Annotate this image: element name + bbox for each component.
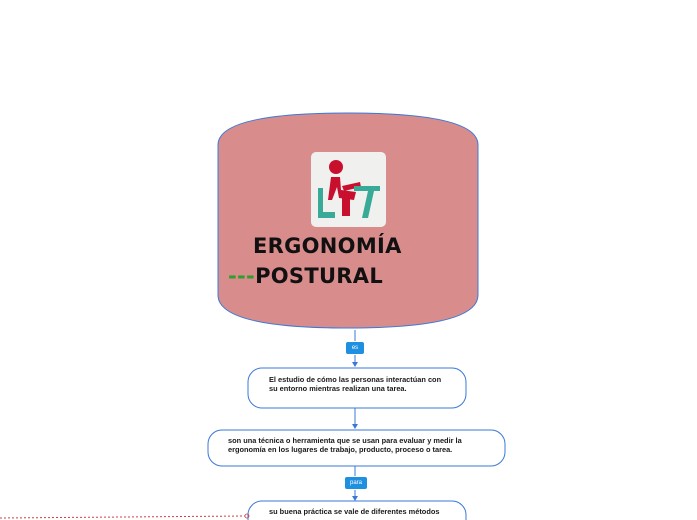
main-topic-title-line2: POSTURAL (255, 264, 384, 288)
main-topic-title-line2-wrapper[interactable] (228, 261, 383, 291)
main-topic-title-line1[interactable]: ERGONOMÍA (253, 234, 402, 258)
dotted-relationship-line (0, 514, 249, 518)
green-dash-marker: --- (228, 264, 256, 288)
connector-lines (352, 330, 358, 501)
para-connector-label[interactable]: para (345, 477, 367, 489)
technique-node-text: son una técnica o herramienta que se usan para evaluar y medir la ergonomía en los lugares de trabajo, producto, proceso o tarea. (228, 436, 462, 454)
es-connector-label[interactable]: es (346, 342, 364, 354)
practice-node-text: su buena práctica se vale de diferentes métodos (269, 507, 440, 516)
person-at-desk-icon (311, 152, 386, 227)
definition-node-text: El estudio de cómo las personas interactúan con su entorno mientras realizan una tarea. (269, 375, 442, 393)
